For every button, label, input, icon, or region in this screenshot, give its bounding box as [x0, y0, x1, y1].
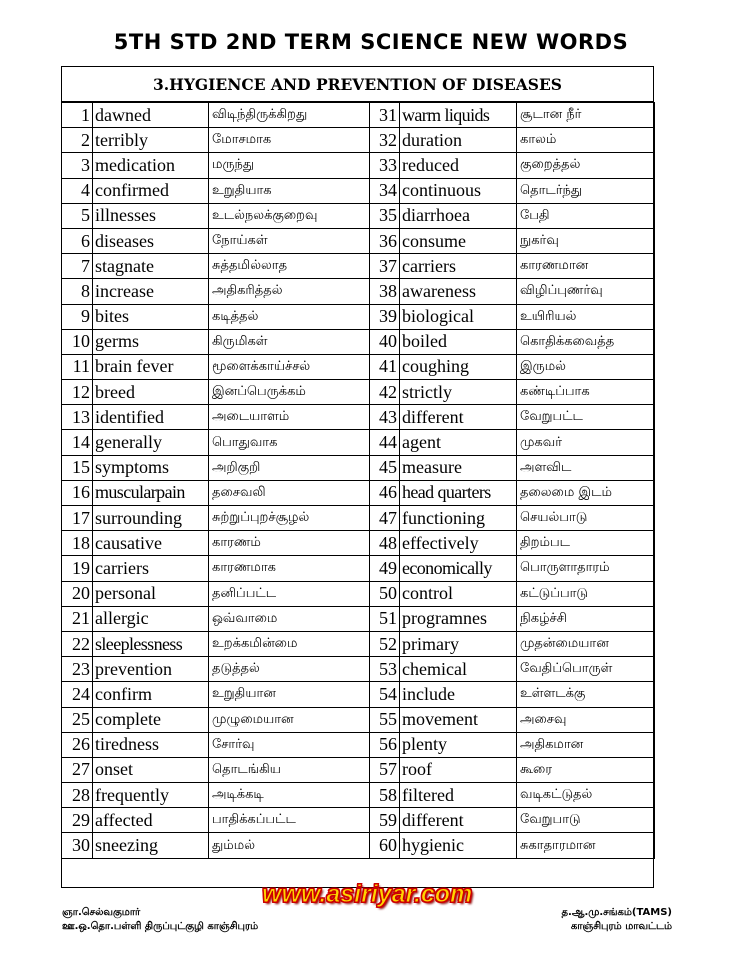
- tamil-meaning: திறம்பட: [517, 531, 655, 556]
- tamil-meaning: அறிகுறி: [209, 455, 370, 480]
- tamil-meaning: நோய்கள்: [209, 228, 370, 253]
- english-word: sneezing: [93, 833, 209, 858]
- tamil-meaning: முகவர்: [517, 430, 655, 455]
- tamil-meaning: இருமல்: [517, 354, 655, 379]
- english-word: primary: [400, 631, 517, 656]
- table-row: [62, 682, 655, 707]
- english-word: terribly: [93, 128, 209, 153]
- tamil-meaning: அடையாளம்: [209, 405, 370, 430]
- footer-right: [562, 906, 672, 934]
- chapter-subtitle: 3.HYGIENCE AND PREVENTION OF DISEASES: [62, 67, 653, 102]
- table-row: [62, 606, 655, 631]
- table-row: [62, 128, 655, 153]
- tamil-meaning: தொடர்ந்து: [517, 178, 655, 203]
- tamil-meaning: சுற்றுப்புறச்சூழல்: [209, 506, 370, 531]
- tamil-meaning: குறைத்தல்: [517, 153, 655, 178]
- english-word: biological: [400, 304, 517, 329]
- row-number: 55: [370, 707, 400, 732]
- english-word: awareness: [400, 279, 517, 304]
- row-number: 5: [62, 203, 93, 228]
- tamil-meaning: முதன்மையான: [517, 631, 655, 656]
- row-number: 14: [62, 430, 93, 455]
- row-number: 22: [62, 631, 93, 656]
- tamil-meaning: மோசமாக: [209, 128, 370, 153]
- tamil-meaning: சுத்தமில்லாத: [209, 254, 370, 279]
- english-word: frequently: [93, 783, 209, 808]
- english-word: bites: [93, 304, 209, 329]
- english-word: allergic: [93, 606, 209, 631]
- tamil-meaning: சுகாதாரமான: [517, 833, 655, 858]
- english-word: dawned: [93, 103, 209, 128]
- tamil-meaning: காரணமான: [517, 254, 655, 279]
- row-number: 48: [370, 531, 400, 556]
- row-number: 19: [62, 556, 93, 581]
- row-number: 52: [370, 631, 400, 656]
- row-number: 13: [62, 405, 93, 430]
- tamil-meaning: உறுதியாக: [209, 178, 370, 203]
- table-row: [62, 405, 655, 430]
- table-row: [62, 707, 655, 732]
- page-title: 5TH STD 2ND TERM SCIENCE NEW WORDS: [113, 30, 629, 54]
- row-number: 47: [370, 506, 400, 531]
- english-word: diseases: [93, 228, 209, 253]
- table-row: [62, 833, 655, 858]
- english-word: personal: [93, 581, 209, 606]
- row-number: 4: [62, 178, 93, 203]
- tamil-meaning: கடித்தல்: [209, 304, 370, 329]
- english-word: plenty: [400, 732, 517, 757]
- tamil-meaning: வடிகட்டுதல்: [517, 783, 655, 808]
- english-word: brain fever: [93, 354, 209, 379]
- table-row: [62, 254, 655, 279]
- english-word: onset: [93, 757, 209, 782]
- tamil-meaning: முழுமையான: [209, 707, 370, 732]
- row-number: 49: [370, 556, 400, 581]
- table-row: [62, 103, 655, 128]
- row-number: 33: [370, 153, 400, 178]
- english-word: medication: [93, 153, 209, 178]
- tamil-meaning: பேதி: [517, 203, 655, 228]
- tamil-meaning: தும்மல்: [209, 833, 370, 858]
- row-number: 46: [370, 480, 400, 505]
- english-word: programnes: [400, 606, 517, 631]
- row-number: 9: [62, 304, 93, 329]
- english-word: head quarters: [400, 480, 517, 505]
- english-word: complete: [93, 707, 209, 732]
- tamil-meaning: வேறுபாடு: [517, 808, 655, 833]
- tamil-meaning: தலைமை இடம்: [517, 480, 655, 505]
- english-word: carriers: [93, 556, 209, 581]
- english-word: economically: [400, 556, 517, 581]
- table-row: [62, 279, 655, 304]
- tamil-meaning: சோர்வு: [209, 732, 370, 757]
- table-row: [62, 631, 655, 656]
- english-word: include: [400, 682, 517, 707]
- tamil-meaning: நுகர்வு: [517, 228, 655, 253]
- english-word: breed: [93, 380, 209, 405]
- author-school: ஊ.ஒ.தொ.பள்ளி திருப்புட்குழி காஞ்சிபுரம்: [62, 921, 259, 932]
- english-word: reduced: [400, 153, 517, 178]
- row-number: 27: [62, 757, 93, 782]
- row-number: 26: [62, 732, 93, 757]
- english-word: surrounding: [93, 506, 209, 531]
- table-row: [62, 757, 655, 782]
- row-number: 60: [370, 833, 400, 858]
- row-number: 51: [370, 606, 400, 631]
- tamil-meaning: செயல்பாடு: [517, 506, 655, 531]
- table-row: [62, 531, 655, 556]
- english-word: carriers: [400, 254, 517, 279]
- english-word: tiredness: [93, 732, 209, 757]
- table-row: [62, 153, 655, 178]
- table-row: [62, 354, 655, 379]
- tamil-meaning: காலம்: [517, 128, 655, 153]
- row-number: 58: [370, 783, 400, 808]
- table-row: [62, 203, 655, 228]
- table-row: [62, 556, 655, 581]
- row-number: 2: [62, 128, 93, 153]
- row-number: 36: [370, 228, 400, 253]
- row-number: 31: [370, 103, 400, 128]
- row-number: 38: [370, 279, 400, 304]
- row-number: 10: [62, 329, 93, 354]
- table-row: [62, 430, 655, 455]
- tamil-meaning: காரணம்: [209, 531, 370, 556]
- english-word: coughing: [400, 354, 517, 379]
- english-word: hygienic: [400, 833, 517, 858]
- table-row: [62, 783, 655, 808]
- tamil-meaning: அளவிட: [517, 455, 655, 480]
- english-word: confirm: [93, 682, 209, 707]
- tamil-meaning: அதிகமான: [517, 732, 655, 757]
- tamil-meaning: உடல்நலக்குறைவு: [209, 203, 370, 228]
- tamil-meaning: தடுத்தல்: [209, 657, 370, 682]
- table-row: [62, 732, 655, 757]
- tamil-meaning: கொதிக்கவைத்த: [517, 329, 655, 354]
- tamil-meaning: நிகழ்ச்சி: [517, 606, 655, 631]
- tamil-meaning: தொடங்கிய: [209, 757, 370, 782]
- district-name: காஞ்சிபுரம் மாவட்டம்: [570, 921, 672, 932]
- english-word: control: [400, 581, 517, 606]
- row-number: 50: [370, 581, 400, 606]
- row-number: 54: [370, 682, 400, 707]
- tamil-meaning: தனிப்பட்ட: [209, 581, 370, 606]
- row-number: 16: [62, 480, 93, 505]
- tamil-meaning: உறக்கமின்மை: [209, 631, 370, 656]
- english-word: increase: [93, 279, 209, 304]
- english-word: boiled: [400, 329, 517, 354]
- table-row: [62, 506, 655, 531]
- tamil-meaning: ஒவ்வாமை: [209, 606, 370, 631]
- tamil-meaning: பாதிக்கப்பட்ட: [209, 808, 370, 833]
- english-word: sleeplessness: [93, 631, 209, 656]
- row-number: 41: [370, 354, 400, 379]
- english-word: symptoms: [93, 455, 209, 480]
- english-word: muscularpain: [93, 480, 209, 505]
- table-row: [62, 228, 655, 253]
- english-word: warm liquids: [400, 103, 517, 128]
- tamil-meaning: இனப்பெருக்கம்: [209, 380, 370, 405]
- vocabulary-table: [61, 102, 655, 859]
- row-number: 39: [370, 304, 400, 329]
- table-row: [62, 178, 655, 203]
- association-name: த.ஆ.மு.சங்கம்(TAMS): [561, 907, 672, 918]
- row-number: 28: [62, 783, 93, 808]
- row-number: 37: [370, 254, 400, 279]
- row-number: 20: [62, 581, 93, 606]
- row-number: 29: [62, 808, 93, 833]
- watermark-logo: www.asiriyar.com: [262, 880, 473, 908]
- row-number: 6: [62, 228, 93, 253]
- row-number: 3: [62, 153, 93, 178]
- english-word: identified: [93, 405, 209, 430]
- english-word: filtered: [400, 783, 517, 808]
- tamil-meaning: கூரை: [517, 757, 655, 782]
- tamil-meaning: வேதிப்பொருள்: [517, 657, 655, 682]
- english-word: different: [400, 808, 517, 833]
- row-number: 53: [370, 657, 400, 682]
- english-word: functioning: [400, 506, 517, 531]
- vocabulary-sheet: [61, 66, 654, 888]
- row-number: 18: [62, 531, 93, 556]
- tamil-meaning: கட்டுப்பாடு: [517, 581, 655, 606]
- row-number: 11: [62, 354, 93, 379]
- row-number: 56: [370, 732, 400, 757]
- row-number: 42: [370, 380, 400, 405]
- row-number: 45: [370, 455, 400, 480]
- row-number: 40: [370, 329, 400, 354]
- english-word: different: [400, 405, 517, 430]
- row-number: 30: [62, 833, 93, 858]
- row-number: 57: [370, 757, 400, 782]
- row-number: 43: [370, 405, 400, 430]
- table-row: [62, 480, 655, 505]
- footer-left: [62, 906, 258, 934]
- english-word: consume: [400, 228, 517, 253]
- row-number: 25: [62, 707, 93, 732]
- tamil-meaning: விழிப்புணர்வு: [517, 279, 655, 304]
- english-word: strictly: [400, 380, 517, 405]
- table-row: [62, 329, 655, 354]
- row-number: 7: [62, 254, 93, 279]
- tamil-meaning: மருந்து: [209, 153, 370, 178]
- english-word: agent: [400, 430, 517, 455]
- table-row: [62, 304, 655, 329]
- row-number: 32: [370, 128, 400, 153]
- tamil-meaning: அசைவு: [517, 707, 655, 732]
- row-number: 34: [370, 178, 400, 203]
- english-word: confirmed: [93, 178, 209, 203]
- english-word: duration: [400, 128, 517, 153]
- english-word: continuous: [400, 178, 517, 203]
- row-number: 12: [62, 380, 93, 405]
- english-word: germs: [93, 329, 209, 354]
- table-row: [62, 380, 655, 405]
- table-row: [62, 455, 655, 480]
- english-word: prevention: [93, 657, 209, 682]
- table-row: [62, 657, 655, 682]
- tamil-meaning: மூளைக்காய்ச்சல்: [209, 354, 370, 379]
- english-word: generally: [93, 430, 209, 455]
- tamil-meaning: கிருமிகள்: [209, 329, 370, 354]
- english-word: causative: [93, 531, 209, 556]
- tamil-meaning: அதிகரித்தல்: [209, 279, 370, 304]
- vocabulary-table-body: [62, 103, 655, 859]
- english-word: affected: [93, 808, 209, 833]
- english-word: chemical: [400, 657, 517, 682]
- english-word: stagnate: [93, 254, 209, 279]
- english-word: roof: [400, 757, 517, 782]
- table-row: [62, 581, 655, 606]
- row-number: 8: [62, 279, 93, 304]
- english-word: movement: [400, 707, 517, 732]
- tamil-meaning: காரணமாக: [209, 556, 370, 581]
- tamil-meaning: உறுதியான: [209, 682, 370, 707]
- tamil-meaning: பொதுவாக: [209, 430, 370, 455]
- tamil-meaning: சூடான நீர்: [517, 103, 655, 128]
- tamil-meaning: பொருளாதாரம்: [517, 556, 655, 581]
- row-number: 17: [62, 506, 93, 531]
- row-number: 44: [370, 430, 400, 455]
- author-name: ஞா.செல்வகுமார்: [62, 907, 141, 918]
- tamil-meaning: உயிரியல்: [517, 304, 655, 329]
- row-number: 24: [62, 682, 93, 707]
- row-number: 15: [62, 455, 93, 480]
- tamil-meaning: கண்டிப்பாக: [517, 380, 655, 405]
- english-word: effectively: [400, 531, 517, 556]
- english-word: diarrhoea: [400, 203, 517, 228]
- row-number: 1: [62, 103, 93, 128]
- tamil-meaning: விடிந்திருக்கிறது: [209, 103, 370, 128]
- tamil-meaning: தசைவலி: [209, 480, 370, 505]
- row-number: 23: [62, 657, 93, 682]
- english-word: measure: [400, 455, 517, 480]
- row-number: 59: [370, 808, 400, 833]
- table-row: [62, 808, 655, 833]
- tamil-meaning: உள்ளடக்கு: [517, 682, 655, 707]
- row-number: 35: [370, 203, 400, 228]
- row-number: 21: [62, 606, 93, 631]
- tamil-meaning: அடிக்கடி: [209, 783, 370, 808]
- tamil-meaning: வேறுபட்ட: [517, 405, 655, 430]
- english-word: illnesses: [93, 203, 209, 228]
